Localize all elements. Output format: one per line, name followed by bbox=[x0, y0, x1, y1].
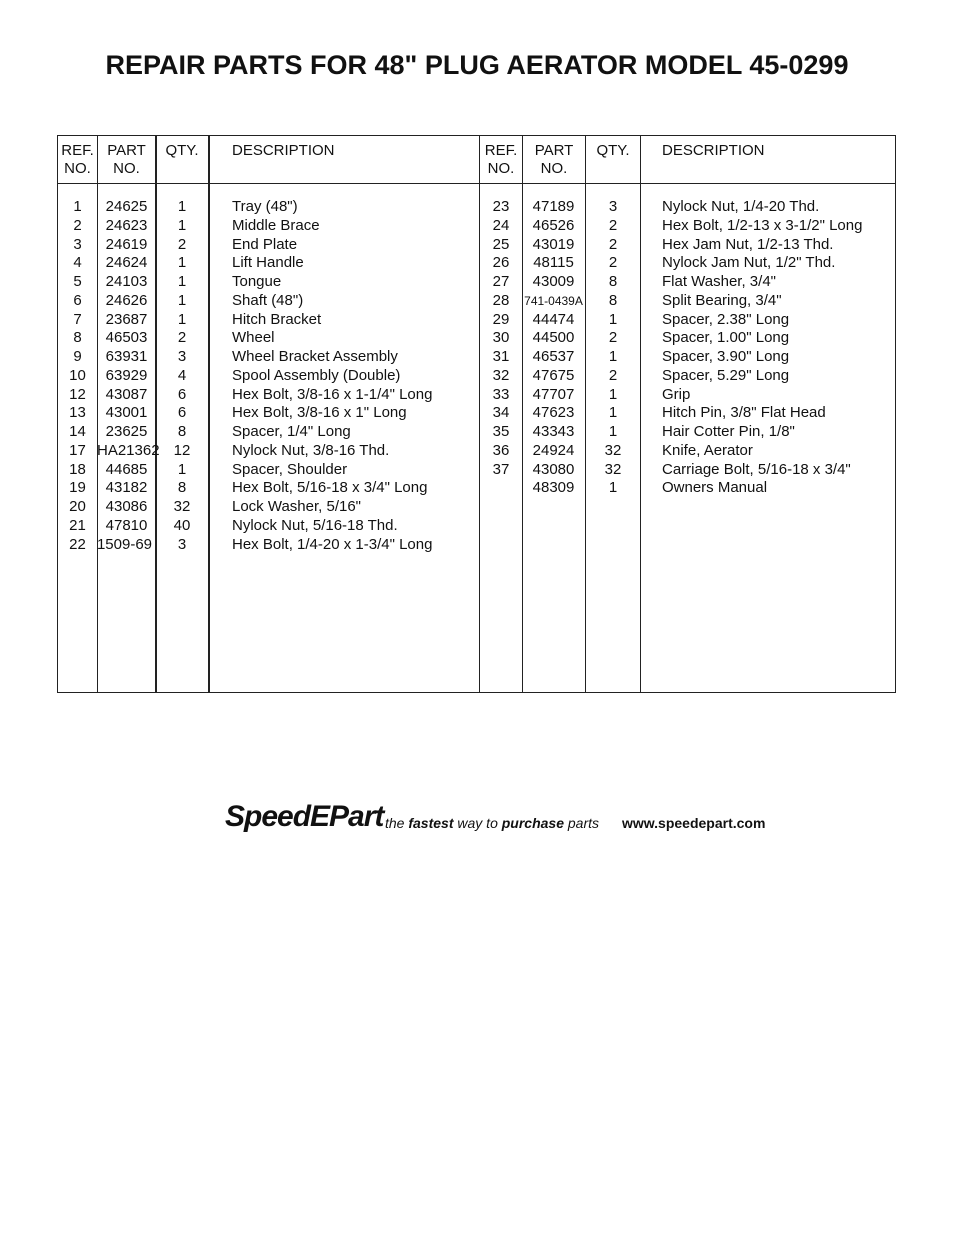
table-cell-qty: 1 bbox=[608, 423, 618, 440]
table-cell-part: 23687 bbox=[105, 310, 148, 328]
table-cell-part: 43182 bbox=[105, 479, 148, 497]
table-cell-ref: 2 bbox=[73, 216, 82, 234]
table-cell-qty: 2 bbox=[608, 254, 618, 272]
table-cell-part: 46526 bbox=[532, 216, 575, 234]
table-cell-ref: 3 bbox=[73, 235, 82, 253]
table-cell-part: 24619 bbox=[105, 235, 148, 253]
table-cell-qty: 8 bbox=[608, 273, 618, 290]
website-link[interactable]: www.speedepart.com bbox=[622, 815, 766, 831]
table-cell-ref bbox=[480, 479, 522, 498]
table-cell-qty: 1 bbox=[177, 198, 187, 215]
divider bbox=[640, 136, 641, 692]
parts-table bbox=[57, 135, 896, 693]
table-cell-ref: 17 bbox=[69, 441, 86, 459]
table-cell-qty: 8 bbox=[177, 423, 187, 440]
table-cell-qty: 1 bbox=[608, 385, 618, 403]
table-cell-desc: Hitch Bracket bbox=[232, 310, 322, 328]
table-cell-ref: 26 bbox=[492, 254, 510, 272]
table-cell-part: 63931 bbox=[105, 348, 148, 365]
table-cell-desc: Tray (48") bbox=[232, 198, 298, 215]
tagline: the fastest way to purchase parts bbox=[385, 815, 600, 831]
table-cell-desc: Spacer, 1.00" Long bbox=[662, 329, 790, 347]
table-cell-qty: 1 bbox=[177, 460, 187, 478]
table-cell-qty: 2 bbox=[608, 216, 618, 234]
table-cell-part: 46503 bbox=[105, 329, 148, 347]
page-title: REPAIR PARTS FOR 48" PLUG AERATOR MODEL 45-0299 bbox=[105, 50, 849, 80]
table-cell-ref: 4 bbox=[73, 254, 82, 272]
column-ref bbox=[58, 198, 97, 554]
table-cell-ref: 5 bbox=[73, 273, 82, 290]
header-ref: REF. NO. bbox=[484, 142, 518, 177]
table-cell-desc: Spacer, 2.38" Long bbox=[662, 310, 790, 328]
table-cell-desc: Wheel bbox=[232, 329, 275, 347]
table-cell-part: 47675 bbox=[532, 366, 575, 384]
table-cell-qty: 2 bbox=[608, 235, 618, 253]
table-cell-qty: 3 bbox=[177, 348, 187, 365]
table-cell-qty: 8 bbox=[608, 291, 618, 309]
header-description: DESCRIPTION bbox=[232, 142, 335, 159]
table-cell-ref: 31 bbox=[492, 348, 510, 365]
table-cell-ref: 18 bbox=[69, 460, 86, 478]
header-description: DESCRIPTION bbox=[662, 142, 765, 159]
table-cell-part: 43001 bbox=[105, 404, 148, 422]
header-qty: QTY. bbox=[596, 142, 630, 159]
table-cell-ref: 33 bbox=[492, 385, 510, 403]
table-cell-desc: Flat Washer, 3/4" bbox=[662, 273, 776, 290]
column-qty bbox=[156, 198, 208, 554]
table-cell-ref: 12 bbox=[69, 385, 86, 403]
table-cell-ref: 21 bbox=[69, 516, 86, 534]
table-cell-qty: 4 bbox=[177, 366, 187, 384]
table-cell-part: 44685 bbox=[105, 460, 148, 478]
table-cell-desc: End Plate bbox=[232, 235, 298, 253]
table-cell-desc: Hitch Pin, 3/8" Flat Head bbox=[662, 404, 826, 422]
table-cell-qty: 2 bbox=[608, 366, 618, 384]
table-cell-part: 47707 bbox=[532, 385, 575, 403]
table-cell-ref: 25 bbox=[492, 235, 510, 253]
table-cell-part: 48115 bbox=[533, 254, 574, 272]
table-cell-desc: Middle Brace bbox=[232, 216, 320, 234]
table-cell-ref: 35 bbox=[492, 423, 510, 440]
table-cell-desc: Wheel Bracket Assembly bbox=[232, 348, 398, 365]
table-cell-part: 24626 bbox=[105, 291, 148, 309]
table-cell-desc: Spacer, 3.90" Long bbox=[662, 348, 790, 365]
table-cell-part: 24624 bbox=[105, 254, 148, 272]
table-cell-desc: Lock Washer, 5/16" bbox=[232, 498, 362, 515]
table-cell-qty: 2 bbox=[177, 235, 187, 253]
table-cell-desc: Spacer, Shoulder bbox=[232, 460, 348, 478]
table-cell-part: 24625 bbox=[105, 198, 148, 215]
table-cell-part: 24623 bbox=[105, 216, 148, 234]
table-cell-desc: Hex Jam Nut, 1/2-13 Thd. bbox=[662, 235, 834, 253]
table-cell-qty: 32 bbox=[604, 460, 622, 478]
table-cell-qty: 1 bbox=[177, 310, 187, 328]
table-cell-ref: 36 bbox=[492, 441, 510, 459]
table-cell-ref: 27 bbox=[492, 273, 510, 290]
table-cell-ref: 10 bbox=[69, 366, 86, 384]
table-cell-ref: 30 bbox=[492, 329, 510, 347]
table-cell-qty: 1 bbox=[177, 254, 187, 272]
column-description bbox=[662, 198, 862, 498]
table-cell-desc: Spacer, 5.29" Long bbox=[662, 366, 790, 384]
table-cell-part: 1509-69 bbox=[96, 535, 153, 553]
table-cell-ref: 9 bbox=[73, 348, 82, 365]
table-cell-ref: 20 bbox=[69, 498, 86, 515]
table-cell-ref: 13 bbox=[69, 404, 86, 422]
table-cell-desc: Hex Bolt, 5/16-18 x 3/4" Long bbox=[232, 479, 428, 497]
table-cell-ref: 7 bbox=[73, 310, 82, 328]
divider bbox=[208, 136, 210, 692]
table-cell-qty: 2 bbox=[177, 329, 187, 347]
table-cell-part: 44474 bbox=[532, 310, 575, 328]
table-cell-ref: 22 bbox=[69, 535, 86, 553]
table-cell-desc: Nylock Nut, 3/8-16 Thd. bbox=[232, 441, 390, 459]
table-cell-desc: Hex Bolt, 3/8-16 x 1-1/4" Long bbox=[232, 385, 433, 403]
header-qty: QTY. bbox=[165, 142, 199, 159]
table-cell-qty: 1 bbox=[608, 310, 618, 328]
table-cell-part: 47189 bbox=[532, 198, 575, 215]
table-cell-ref: 8 bbox=[73, 329, 82, 347]
table-cell-ref: 24 bbox=[492, 216, 510, 234]
column-ref bbox=[480, 198, 522, 498]
table-cell-ref: 28 bbox=[492, 291, 510, 309]
header-ref: REF. NO. bbox=[61, 142, 94, 177]
table-cell-part: 48309 bbox=[532, 479, 575, 497]
table-cell-desc: Shaft (48") bbox=[232, 291, 304, 309]
table-cell-ref: 34 bbox=[492, 404, 510, 422]
table-cell-qty: 8 bbox=[177, 479, 187, 497]
table-cell-ref: 1 bbox=[73, 198, 82, 215]
table-cell-part: 47810 bbox=[105, 516, 148, 534]
table-cell-ref: 32 bbox=[492, 366, 510, 384]
table-cell-part: 741-0439A bbox=[524, 293, 583, 308]
table-cell-part: 43087 bbox=[105, 385, 148, 403]
table-cell-ref: 19 bbox=[69, 479, 86, 497]
table-cell-qty: 1 bbox=[177, 273, 187, 290]
table-cell-qty: 3 bbox=[177, 535, 187, 553]
table-cell-part: 23625 bbox=[105, 423, 148, 440]
table-cell-part: 43080 bbox=[532, 460, 575, 478]
table-cell-qty: 32 bbox=[604, 441, 622, 459]
header-divider bbox=[58, 183, 895, 184]
table-cell-desc: Tongue bbox=[232, 273, 282, 290]
table-cell-part: 63929 bbox=[105, 366, 148, 384]
table-cell-desc: Spool Assembly (Double) bbox=[232, 366, 401, 384]
table-cell-part: 24103 bbox=[105, 273, 148, 290]
table-cell-qty: 1 bbox=[177, 291, 187, 309]
table-cell-ref: 14 bbox=[69, 423, 86, 440]
table-cell-desc: Nylock Jam Nut, 1/2" Thd. bbox=[662, 254, 836, 272]
table-cell-desc: Hair Cotter Pin, 1/8" bbox=[662, 423, 795, 440]
table-cell-qty: 3 bbox=[608, 198, 618, 215]
table-cell-qty: 1 bbox=[608, 479, 618, 497]
table-cell-qty: 2 bbox=[608, 329, 618, 347]
table-cell-desc: Lift Handle bbox=[232, 254, 304, 272]
table-cell-qty: 1 bbox=[177, 216, 187, 234]
table-cell-qty: 6 bbox=[177, 385, 187, 403]
table-cell-part: 47623 bbox=[532, 404, 575, 422]
table-cell-ref: 6 bbox=[73, 291, 82, 309]
speedepart-logo: SpeedEPart bbox=[225, 800, 384, 833]
table-cell-desc: Knife, Aerator bbox=[662, 441, 753, 459]
table-cell-qty: 12 bbox=[173, 441, 191, 459]
column-part bbox=[96, 198, 160, 554]
table-cell-qty: 1 bbox=[608, 348, 618, 365]
column-part bbox=[522, 198, 585, 498]
table-cell-qty: 1 bbox=[608, 404, 618, 422]
table-cell-desc: Grip bbox=[662, 385, 691, 403]
table-cell-desc: Nylock Nut, 1/4-20 Thd. bbox=[662, 198, 820, 215]
table-cell-part: 43086 bbox=[105, 498, 148, 515]
table-cell-part: 24924 bbox=[532, 441, 575, 459]
table-cell-part: 46537 bbox=[532, 348, 575, 365]
table-cell-part: 43343 bbox=[532, 423, 575, 440]
column-qty bbox=[586, 198, 640, 498]
table-cell-desc: Hex Bolt, 3/8-16 x 1" Long bbox=[232, 404, 407, 422]
table-cell-desc: Hex Bolt, 1/4-20 x 1-3/4" Long bbox=[232, 535, 433, 553]
table-cell-part: 43019 bbox=[532, 235, 575, 253]
table-cell-desc: Spacer, 1/4" Long bbox=[232, 423, 351, 440]
header-part: PART NO. bbox=[534, 142, 574, 177]
table-cell-qty: 6 bbox=[177, 404, 187, 422]
table-cell-ref: 29 bbox=[492, 310, 510, 328]
table-cell-desc: Nylock Nut, 5/16-18 Thd. bbox=[232, 516, 398, 534]
table-cell-desc: Hex Bolt, 1/2-13 x 3-1/2" Long bbox=[662, 216, 863, 234]
table-cell-ref: 37 bbox=[492, 460, 510, 478]
table-cell-ref: 23 bbox=[492, 198, 510, 215]
table-cell-desc: Split Bearing, 3/4" bbox=[662, 291, 782, 309]
table-cell-qty: 32 bbox=[173, 498, 191, 515]
table-cell-part: HA21362 bbox=[97, 441, 160, 459]
table-cell-part: 44500 bbox=[532, 329, 575, 347]
table-cell-desc: Owners Manual bbox=[662, 479, 768, 497]
column-description bbox=[232, 198, 432, 554]
table-cell-qty: 40 bbox=[173, 516, 191, 534]
table-cell-part: 43009 bbox=[532, 273, 575, 290]
header-part: PART NO. bbox=[107, 142, 146, 177]
table-cell-desc: Carriage Bolt, 5/16-18 x 3/4" bbox=[662, 460, 851, 478]
